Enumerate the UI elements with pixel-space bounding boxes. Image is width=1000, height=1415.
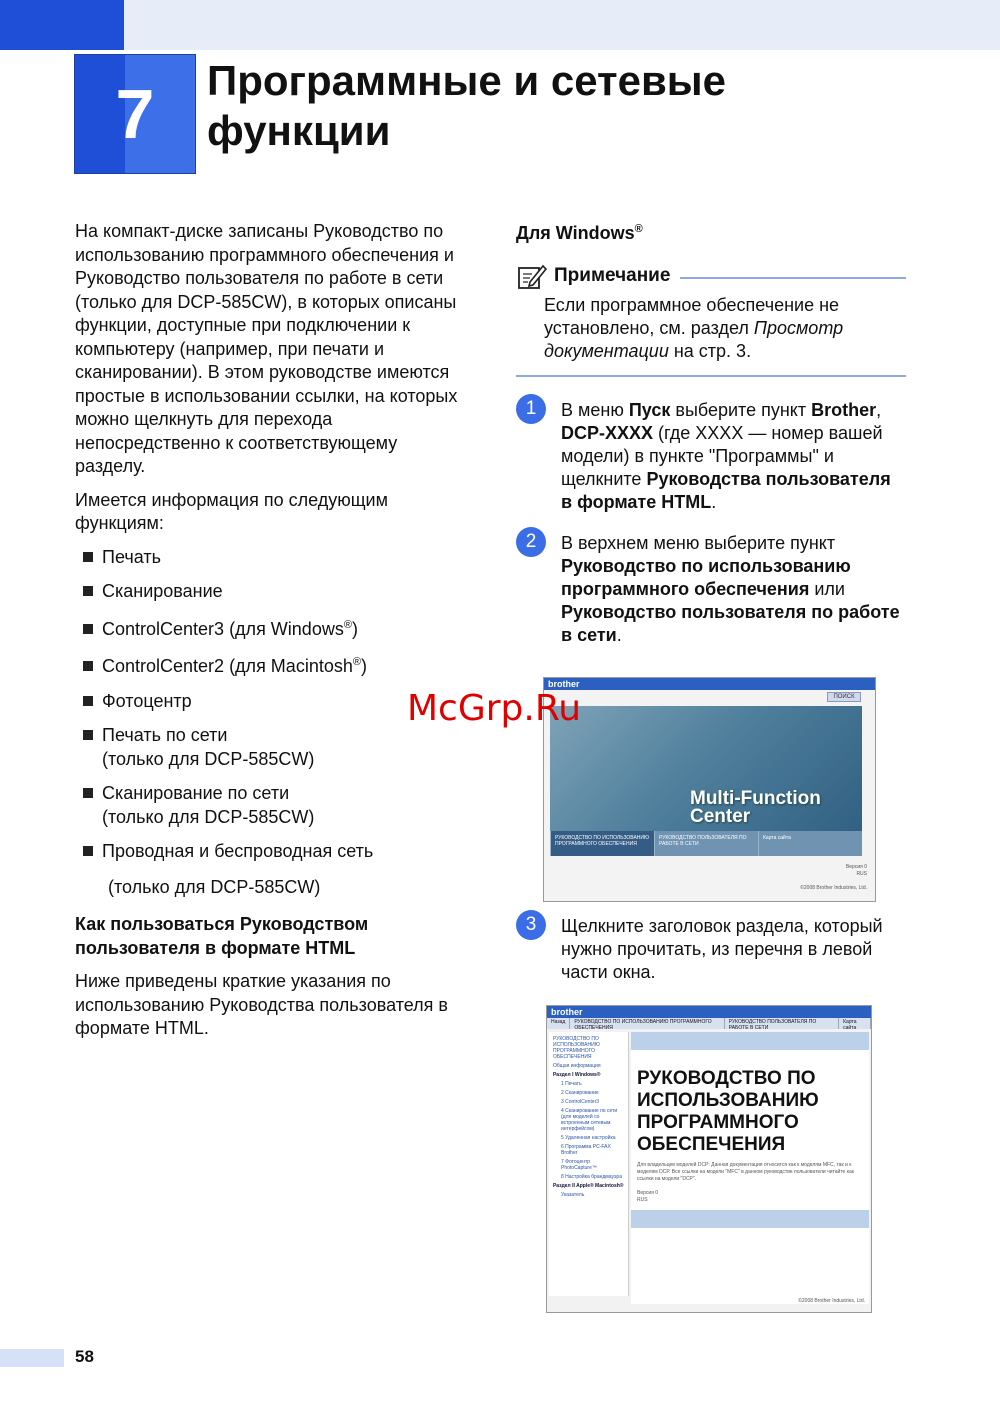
- guide-content: [631, 1032, 869, 1304]
- menu-network-guide[interactable]: РУКОВОДСТВО ПОЛЬЗОВАТЕЛЯ ПО РАБОТЕ В СЕТИ: [654, 831, 758, 856]
- guide-title: РУКОВОДСТВО ПО ИСПОЛЬЗОВАНИЮ ПРОГРАММНОГО ОБЕСПЕЧЕНИЯ: [637, 1068, 819, 1155]
- footer-tab: [0, 1349, 64, 1367]
- guide-tabs: [547, 1018, 871, 1029]
- search-button[interactable]: ПОИСК: [827, 692, 861, 702]
- sidebar-item[interactable]: 8 Настройка брандмауэра: [561, 1174, 622, 1180]
- list-item: Фотоцентр: [75, 690, 470, 714]
- bullet-square-icon: [83, 586, 93, 596]
- sidebar-item[interactable]: РУКОВОДСТВО ПО ИСПОЛЬЗОВАНИЮ ПРОГРАММНОГО ОБЕСПЕЧЕНИЯ: [553, 1036, 600, 1060]
- content-nav-bottom: [631, 1210, 869, 1228]
- brother-logo: brother: [547, 1006, 871, 1018]
- note-link: Просмотр документации: [544, 317, 844, 361]
- bullet-square-icon: [83, 730, 93, 740]
- page-number: 58: [75, 1347, 94, 1366]
- menu-software-guide[interactable]: РУКОВОДСТВО ПО ИСПОЛЬЗОВАНИЮ ПРОГРАММНОГО ОБЕСПЕЧЕНИЯ: [550, 831, 654, 856]
- top-banner-accent: [0, 0, 124, 50]
- windows-heading: Для Windows®: [516, 223, 643, 243]
- step-1: 1 В меню Пуск выберите пункт Brother, DCP-XXXX (где XXXX — номер вашей модели) в пункте "Программы" и щелкните Руководства пользователя в формате HTML.: [516, 399, 906, 514]
- step-number-badge: 1: [516, 394, 546, 424]
- menu-sitemap[interactable]: Карта сайта: [758, 831, 862, 856]
- chapter-title: [207, 56, 907, 156]
- left-column: [75, 220, 470, 1051]
- list-item: Печать по сети (только для DCP-585CW): [75, 724, 470, 771]
- step-2: 2 В верхнем меню выберите пункт Руководство по использованию программного обеспечения или Руководство пользователя по работе в сети.: [516, 532, 906, 647]
- guide-sidebar: [549, 1032, 629, 1296]
- copyright: ©2008 Brother Industries, Ltd.: [798, 1298, 865, 1304]
- sidebar-item[interactable]: Раздел I Windows®: [553, 1072, 601, 1078]
- list-item: Печать: [75, 546, 470, 570]
- chapter-title-line1: Программные и сетевые: [207, 57, 727, 104]
- note-text: Если программное обеспечение не установлено, см. раздел Просмотр документации на стр. 3.: [544, 294, 844, 361]
- sidebar-item[interactable]: 4 Сканирование по сети (для моделей со встроенным сетевым интерфейсом): [561, 1108, 618, 1132]
- sidebar-item[interactable]: 3 ControlCenter3: [561, 1099, 600, 1105]
- watermark: McGrp.Ru: [407, 688, 582, 729]
- sidebar-item[interactable]: 2 Сканирование: [561, 1090, 599, 1096]
- top-menu: [550, 831, 862, 856]
- screenshot-html-guide: [546, 1005, 872, 1313]
- list-intro: Имеется информация по следующим функциям:: [75, 489, 388, 533]
- note-title: Примечание: [554, 265, 671, 286]
- bullet-square-icon: [83, 846, 93, 856]
- sidebar-item[interactable]: 6 Программа PC-FAX Brother: [561, 1144, 611, 1156]
- step-3: 3 Щелкните заголовок раздела, который нужно прочитать, из перечня в левой части окна.: [516, 915, 906, 984]
- list-item-continuation: (только для DCP-585CW): [108, 876, 321, 897]
- bullet-square-icon: [83, 696, 93, 706]
- section-paragraph: Ниже приведены краткие указания по использованию Руководства пользователя в формате HTML.: [75, 971, 448, 1038]
- bullet-square-icon: [83, 661, 93, 671]
- bullet-square-icon: [83, 552, 93, 562]
- step-number-badge: 2: [516, 527, 546, 557]
- list-item: ControlCenter3 (для Windows®): [75, 618, 470, 642]
- list-item: ControlCenter2 (для Macintosh®): [75, 655, 470, 679]
- list-item: Сканирование по сети (только для DCP-585CW): [75, 782, 470, 829]
- tab-back[interactable]: Назад: [547, 1018, 570, 1029]
- sidebar-item[interactable]: Общая информация: [553, 1063, 601, 1069]
- guide-text: Для владельцев моделей DCP: Данная документация относится как к моделям MFC, так и к моделям DCP. Все ссылки на модели "MFC" в данном руководстве пользователи читайте как ссылки на модели "DCP". Версия 0 RUS: [637, 1162, 854, 1203]
- step-number-badge: 3: [516, 910, 546, 940]
- sidebar-item[interactable]: Раздел II Apple® Macintosh®: [553, 1183, 624, 1189]
- chapter-number-box: [74, 54, 196, 174]
- bullet-square-icon: [83, 788, 93, 798]
- note-box: [516, 262, 906, 377]
- list-item: Проводная и беспроводная сеть: [75, 840, 470, 864]
- note-header: [516, 262, 906, 290]
- banner-title: Multi-Function Center: [690, 788, 821, 827]
- list-item: Сканирование: [75, 580, 470, 604]
- brother-logo: brother: [544, 678, 875, 690]
- section-heading: Как пользоваться Руководством пользователя в формате HTML: [75, 914, 369, 958]
- tab-network-guide[interactable]: РУКОВОДСТВО ПОЛЬЗОВАТЕЛЯ ПО РАБОТЕ В СЕТИ: [725, 1018, 839, 1029]
- intro-paragraph: На компакт-диске записаны Руководство по использованию программного обеспечения и Руководство пользователя по работе в сети (только для DCP-585CW), в которых описаны функции, доступные при подключении к компьютеру (например, при печати и сканировании). В этом руководстве имеются простые в использовании ссылки, на которых можно щелкнуть для перехода непосредственно к соответствующему разделу.: [75, 221, 458, 476]
- screenshot-multifunction-center: [543, 677, 876, 902]
- chapter-number: 7: [115, 75, 155, 153]
- chapter-title-line2: функции: [207, 107, 391, 154]
- sidebar-item[interactable]: 1 Печать: [561, 1081, 582, 1087]
- sidebar-item[interactable]: 5 Удаленная настройка: [561, 1135, 616, 1141]
- top-banner: [0, 0, 1000, 50]
- screenshot1-footer: Версия 0 RUS ©2008 Brother Industries, Ltd.: [800, 864, 867, 891]
- note-pencil-icon: [516, 262, 548, 290]
- content-nav-top: [631, 1032, 869, 1050]
- sidebar-item[interactable]: 7 Фотоцентр PhotoCapture™: [561, 1159, 597, 1171]
- note-divider: [680, 277, 906, 279]
- tab-software-guide[interactable]: РУКОВОДСТВО ПО ИСПОЛЬЗОВАНИЮ ПРОГРАММНОГО ОБЕСПЕЧЕНИЯ: [570, 1018, 724, 1029]
- bullet-square-icon: [83, 624, 93, 634]
- tab-sitemap[interactable]: Карта сайта: [839, 1018, 871, 1029]
- sidebar-item[interactable]: Указатель: [561, 1192, 585, 1198]
